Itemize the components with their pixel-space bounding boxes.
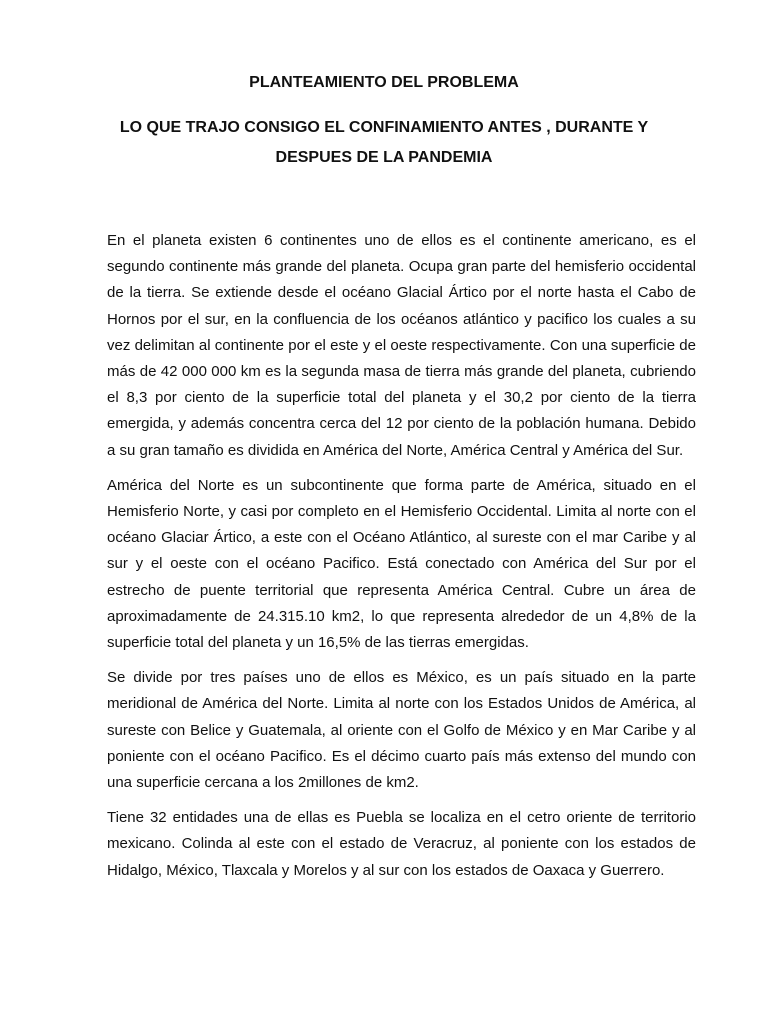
document-title: PLANTEAMIENTO DEL PROBLEMA	[249, 74, 519, 91]
paragraph-continente-americano: En el planeta existen 6 continentes uno de ellos es el continente americano, es el segundo continente más grande del planeta. Ocupa gran parte del hemisferio occidental de la tierra. Se extiende desde el océano Glacial Ártico por el norte hasta el Cabo de Hornos por el sur, en la confluencia de los océanos atlántico y pacifico los cuales a su vez delimitan al continente por el este y el oeste respectivamente. Con una superficie de más de 42 000 000 km es la segunda masa de tierra más grande del planeta, cubriendo el 8,3 por ciento de la superficie total del planeta y el 30,2 por ciento de la tierra emergida, y además concentra cerca del 12 por ciento de la población humana. Debido a su gran tamaño es dividida en América del Norte, América Central y América del Sur.	[107, 232, 696, 459]
document-subtitle-line-2: DESPUES DE LA PANDEMIA	[275, 149, 493, 166]
paragraph-mexico: Se divide por tres países uno de ellos es México, es un país situado en la parte meridional de América del Norte. Limita al norte con los Estados Unidos de América, al sureste con Belice y Guatemala, al oriente con el Golfo de México y en Mar Caribe y al poniente con el océano Pacifico. Es el décimo cuarto país más extenso del mundo con una superficie cercana a los 2millones de km2.	[107, 669, 696, 792]
paragraph-america-del-norte: América del Norte es un subcontinente que forma parte de América, situado en el Hemisferio Norte, y casi por completo en el Hemisferio Occidental. Limita al norte con el océano Glaciar Ártico, a este con el Océano Atlántico, al sureste con el mar Caribe y al sur y el oeste con el océano Pacifico. Está conectado con América del Sur por el estrecho de puente territorial que representa América Central. Cubre un área de aproximadamente de 24.315.10 km2, lo que representa alrededor de un 4,8% de la superficie total del planeta y un 16,5% de las tierras emergidas.	[107, 476, 696, 652]
paragraph-puebla: Tiene 32 entidades una de ellas es Puebla se localiza en el cetro oriente de territorio mexicano. Colinda al este con el estado de Veracruz, al poniente con los estados de Hidalgo, México, Tlaxcala y Morelos y al sur con los estados de Oaxaca y Guerrero.	[107, 809, 696, 879]
document-body	[107, 228, 696, 893]
document-subtitle-line-1: LO QUE TRAJO CONSIGO EL CONFINAMIENTO ANTES , DURANTE Y	[119, 119, 649, 136]
